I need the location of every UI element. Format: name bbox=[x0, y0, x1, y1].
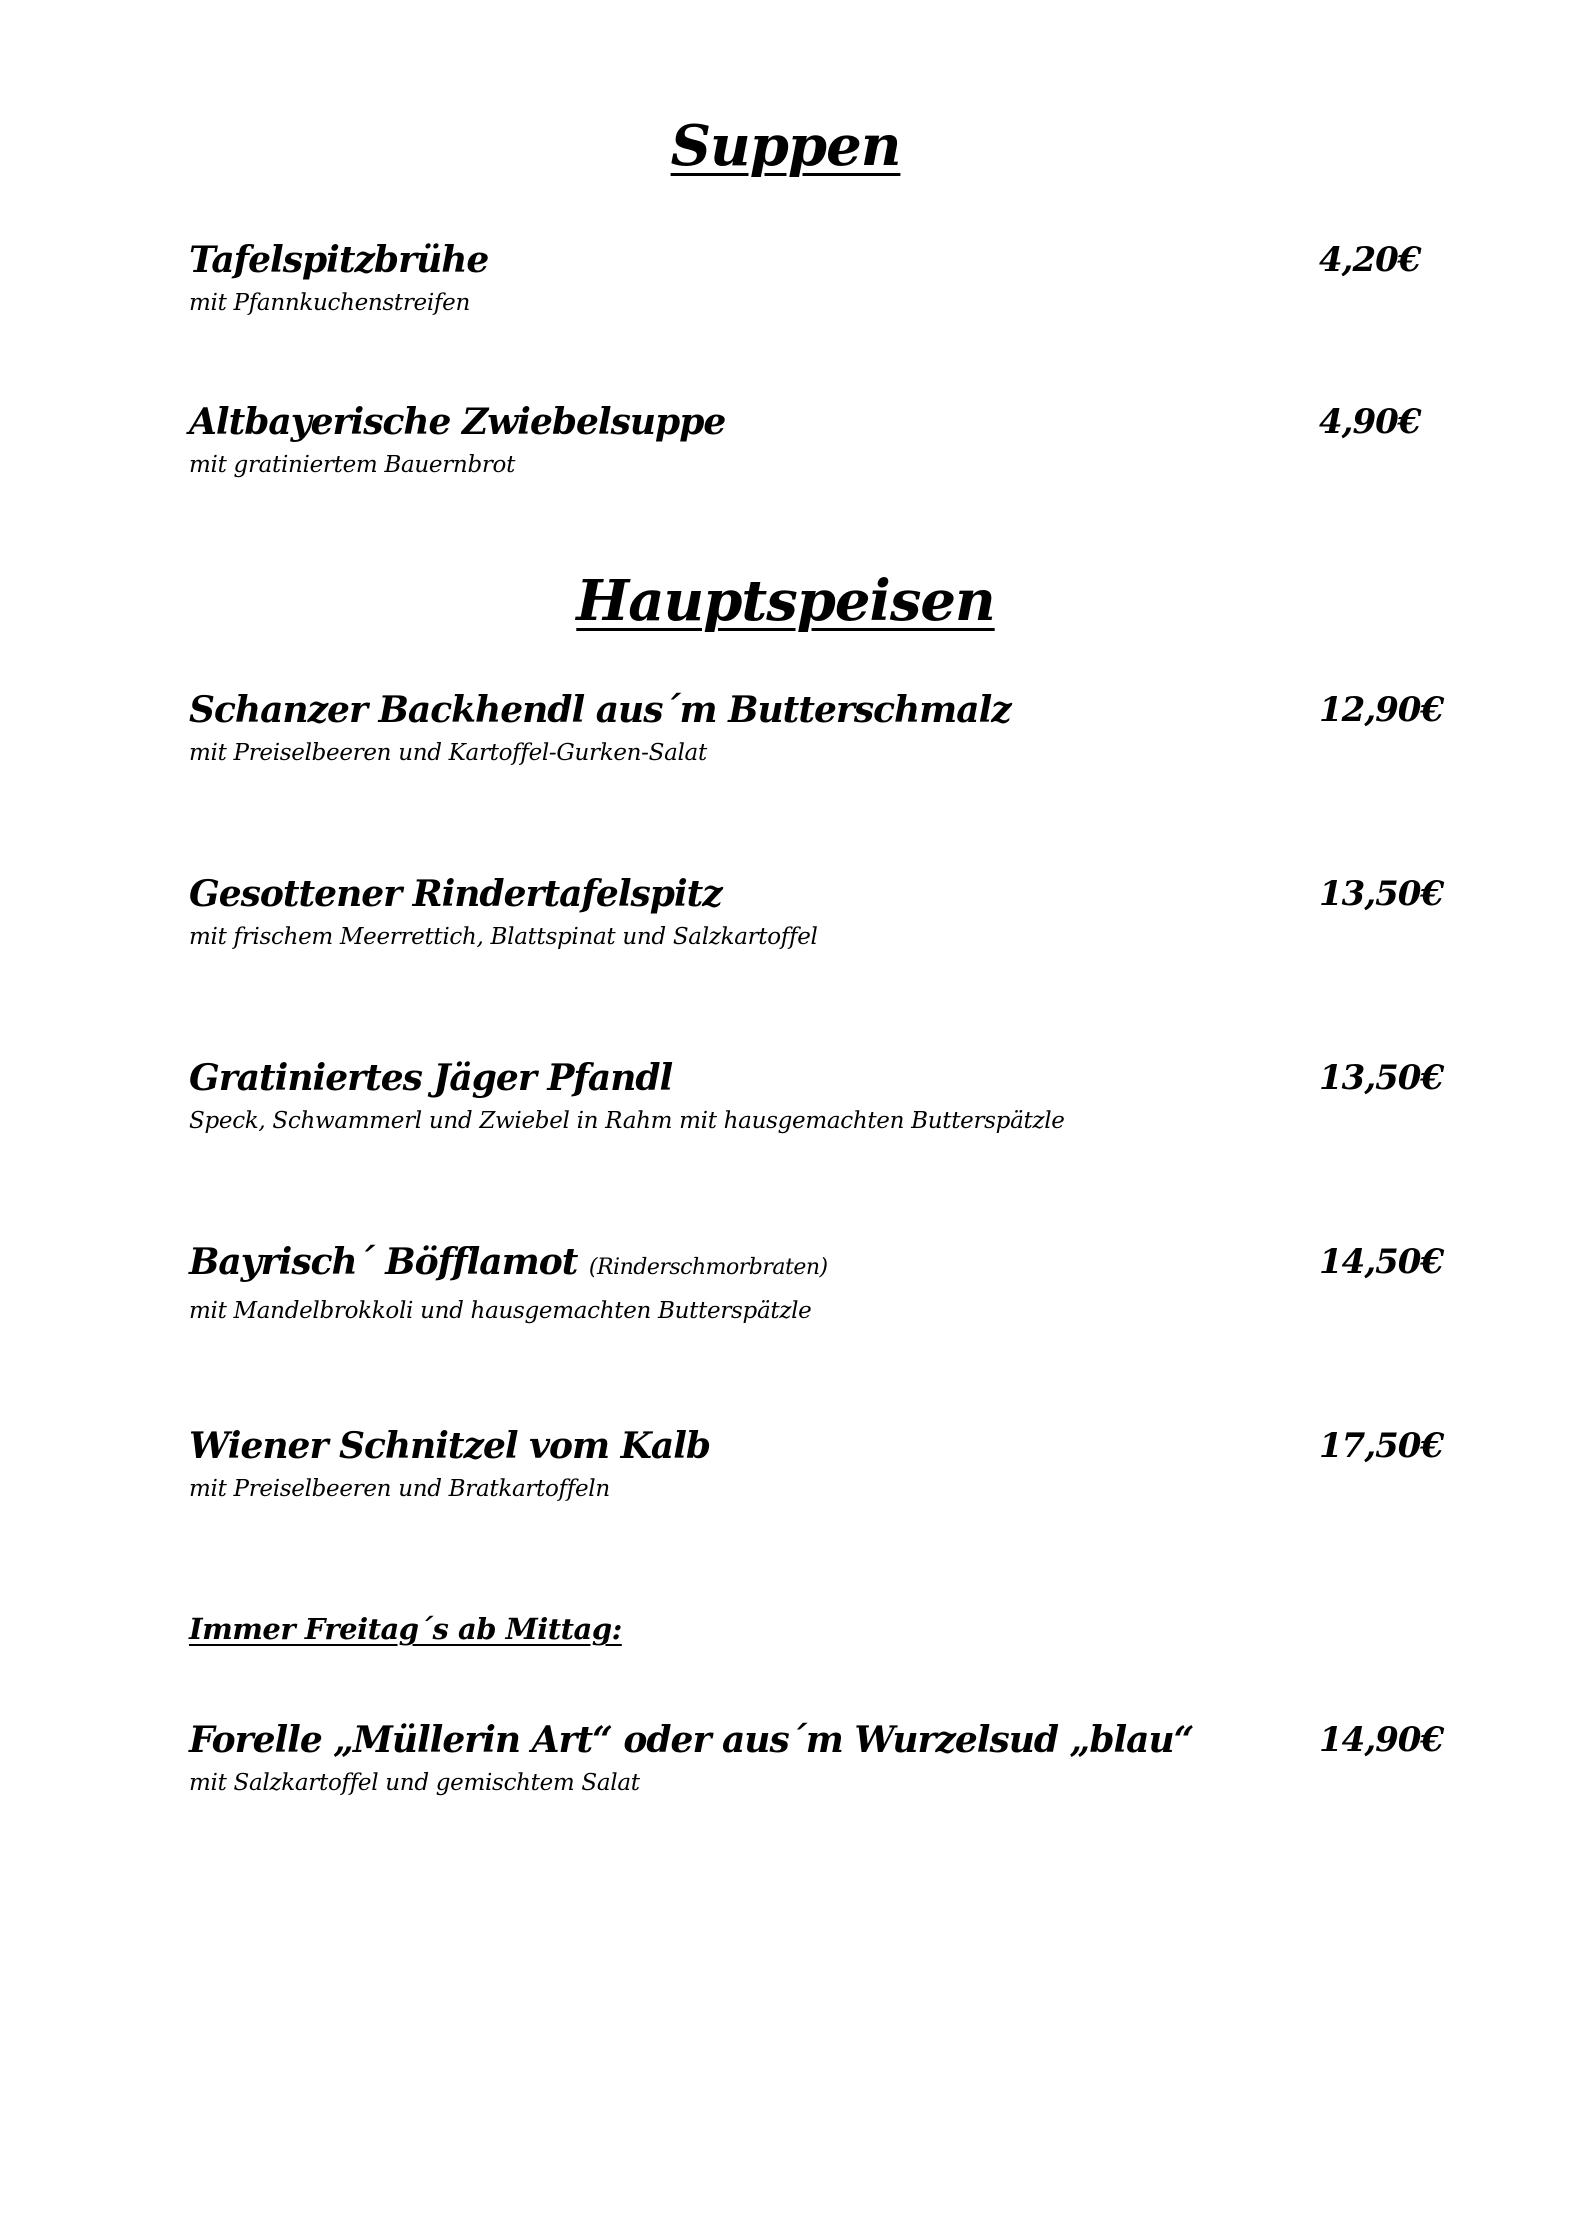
menu-item-description: mit Preiselbeeren und Bratkartoffeln bbox=[189, 1476, 610, 1502]
menu-item-name-row bbox=[189, 1240, 1429, 1290]
menu-item-name: Wiener Schnitzel vom Kalb bbox=[189, 1425, 711, 1467]
menu-item-name: Altbayerische Zwiebelsuppe bbox=[189, 401, 726, 443]
menu-item-name: Gesottener Rindertafelspitz bbox=[189, 873, 722, 915]
menu-item-note: (Rinderschmorbraten) bbox=[588, 1255, 828, 1280]
menu-item-price: 17,50€ bbox=[1319, 1426, 1444, 1466]
menu-item-price: 13,50€ bbox=[1319, 874, 1444, 914]
menu-item-price: 13,50€ bbox=[1319, 1058, 1444, 1098]
menu-item-name: Tafelspitzbrühe bbox=[189, 239, 489, 281]
menu-item-tafelspitzbruehe bbox=[189, 238, 1429, 318]
menu-item-price: 4,90€ bbox=[1319, 402, 1421, 442]
friday-special-heading: Immer Freitag´s ab Mittag: bbox=[189, 1612, 622, 1646]
menu-item-price: 4,20€ bbox=[1319, 240, 1421, 280]
menu-item-name: Bayrisch´ Böfflamot bbox=[189, 1241, 578, 1283]
menu-item-price: 14,90€ bbox=[1319, 1720, 1444, 1760]
menu-item-name: Gratiniertes Jäger Pfandl bbox=[189, 1057, 673, 1099]
suppen-heading: Suppen bbox=[670, 113, 901, 179]
menu-item-description: mit gratiniertem Bauernbrot bbox=[189, 452, 516, 478]
menu-item-rindertafelspitz bbox=[189, 872, 1444, 952]
menu-item-description: mit Pfannkuchenstreifen bbox=[189, 290, 470, 316]
menu-item-price: 12,90€ bbox=[1319, 690, 1444, 730]
menu-item-jaeger-pfandl bbox=[189, 1056, 1444, 1136]
menu-item-description: mit Preiselbeeren und Kartoffel-Gurken-Salat bbox=[189, 740, 707, 766]
menu-item-forelle bbox=[189, 1718, 1444, 1798]
menu-item-description: mit Salzkartoffel und gemischtem Salat bbox=[189, 1770, 640, 1796]
menu-item-description: mit frischem Meerrettich, Blattspinat und Salzkartoffel bbox=[189, 924, 818, 950]
hauptspeisen-heading: Hauptspeisen bbox=[576, 568, 995, 634]
menu-item-backhendl bbox=[189, 688, 1444, 768]
menu-item-wiener-schnitzel bbox=[189, 1424, 1444, 1504]
menu-item-name: Schanzer Backhendl aus´m Butterschmalz bbox=[189, 689, 1011, 731]
menu-item-boefflamot bbox=[189, 1240, 1444, 1326]
menu-item-name: Forelle „Müllerin Art“ oder aus´m Wurzelsud „blau“ bbox=[189, 1719, 1194, 1761]
menu-item-price: 14,50€ bbox=[1319, 1242, 1444, 1282]
menu-item-description: mit Mandelbrokkoli und hausgemachten Butterspätzle bbox=[189, 1298, 812, 1324]
menu-item-zwiebelsuppe bbox=[189, 400, 1429, 480]
menu-item-description: Speck, Schwammerl und Zwiebel in Rahm mit hausgemachten Butterspätzle bbox=[189, 1108, 1065, 1134]
